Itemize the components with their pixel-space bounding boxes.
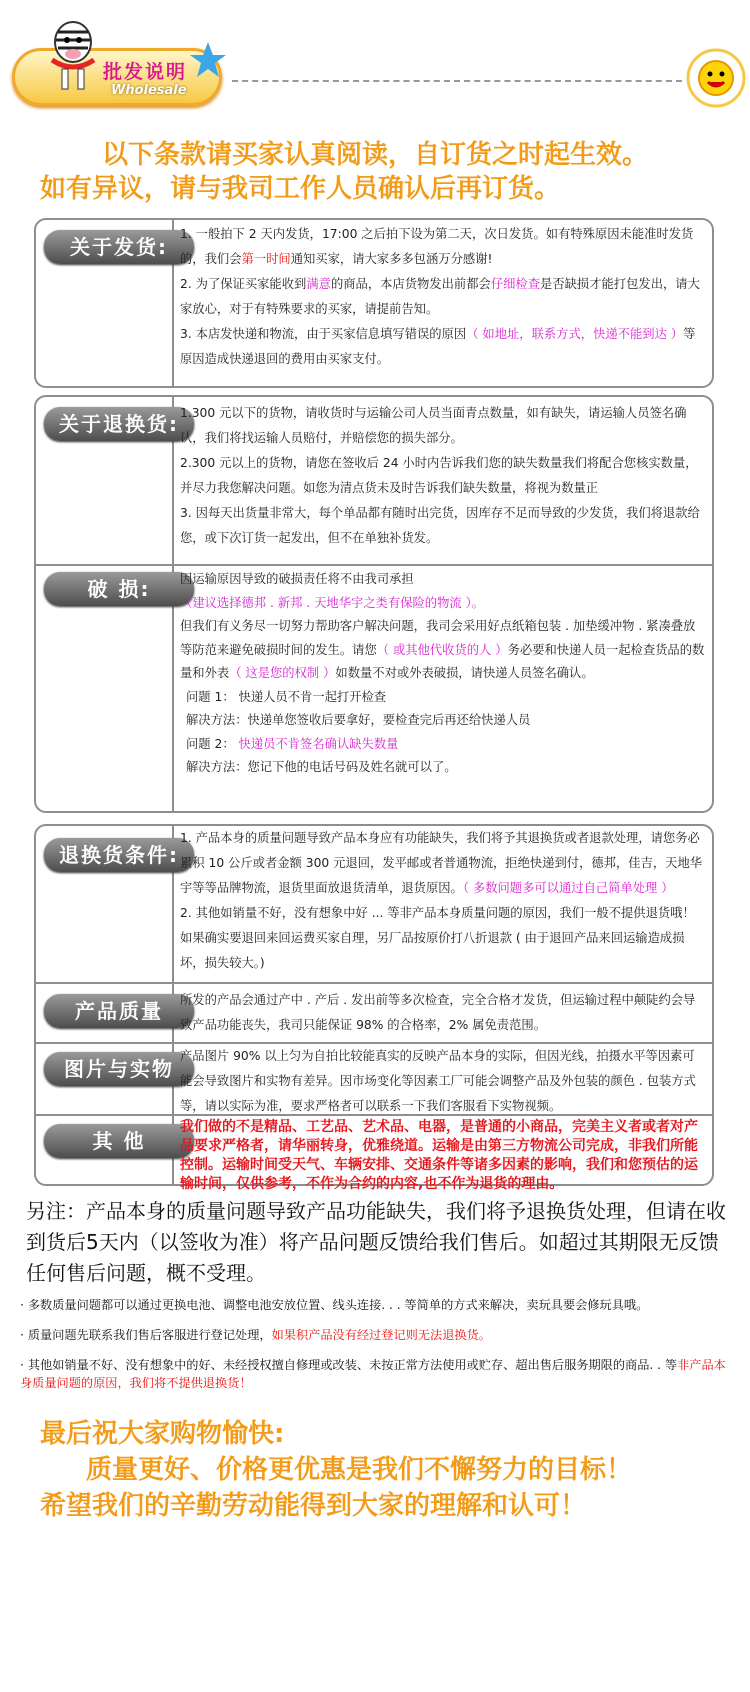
- bullet-item: · 其他如销量不好、没有想象中的好、未经授权擅自修理或改装、未按正常方法使用或贮存、超出售后服务期限的商品. . 等非产品本身质量问题的原因，我们将不提供退换货！: [20, 1358, 726, 1390]
- shipping-content: 1. 一般拍下 2 天内发货，17:00 之后拍下设为第二天，次日发货。如有特殊原因未能准时发货的，我们会第一时间通知买家，请大家多多包涵万分感谢! 2. 为了保证买家能收到满意的商品，本店货物发出前都会仔细检查是否缺损才能打包发出，请大家放心，对于有特殊要求的买家，请提前告知。 3. 本店发快递和物流，由于买家信息填写错误的原因（ 如地址，联系方式，快递不能到达 ）等原因造成快递退回的费用由买家支付。: [180, 227, 700, 366]
- closing-message: [40, 1416, 740, 1524]
- shipping-tag: 关于发货:: [44, 230, 194, 264]
- header-divider: [232, 80, 682, 82]
- zebra-mascot-icon: [38, 14, 108, 94]
- damage-row: [36, 564, 712, 814]
- other-tag: 其 他: [44, 1124, 194, 1158]
- header-subtitle: Wholesale: [111, 83, 187, 98]
- closing-line-3: 希望我们的辛勤劳动能得到大家的理解和认可！: [40, 1491, 587, 1521]
- returns-tag: 关于退换货:: [44, 407, 194, 441]
- intro-notice: [40, 138, 740, 206]
- returns-content: 1.300 元以下的货物，请收货时与运输公司人员当面青点数量，如有缺失，请运输人员签名确认，我们将找运输人员赔付，并赔偿您的损失部分。 2.300 元以上的货物，请您在签收后 24 小时内告诉我们您的缺失数量我们将配合您核实数量，并尽力我您解决问题。如您为清点货未及时告诉我们缺失数量，将视为数量正 3. 因每天出货量非常大，每个单品都有随时出完货，因库存不足而导致的少发货，我们将退款给您，或下次订货一起发出，但不在单独补货发。: [180, 406, 700, 545]
- damage-tag: 破 损:: [44, 572, 194, 606]
- condition-content: 1. 产品本身的质量问题导致产品本身应有功能缺失，我们将予其退换货或者退款处理，请您务必累积 10 公斤或者金额 300 元退回，发平邮或者普通物流，拒绝快递到付，德邦，佳吉，天地华宇等等品牌物流，退货里面放退货清单，退货原因。（ 多数问题多可以通过自己简单处理 ） 2. 其他如销量不好，没有想象中好 ... 等非产品本身质量问题的原因，我们一般不提供退货哦！如果确实要退回来回运费买家自理，另厂品按原价打八折退款 ( 由于退回产品来回运输造成损坏，损失较大。): [180, 831, 703, 970]
- other-row: [36, 1114, 712, 1192]
- header-title: 批发说明: [103, 61, 188, 83]
- closing-line-1: 最后祝大家购物愉快:: [40, 1419, 285, 1449]
- header-banner: [0, 0, 750, 130]
- shipping-section: [34, 218, 714, 388]
- other-content: 我们做的不是精品、工艺品、艺术品、电器，是普通的小商品，完美主义者或者对产品要求严格者，请华丽转身，优雅绕道。运输是由第三方物流公司完成，非我们所能控制。运输时间受天气、车辆安排、交通条件等诸多因素的影响，我们和您预估的运输时间，仅供参考，不作为合约的内容,也不作为退货的理由。: [180, 1119, 698, 1192]
- smiley-sun-icon: [686, 48, 746, 108]
- bullet-item: · 多数质量问题都可以通过更换电池、调整电池安放位置、线头连接. . . 等简单的方式来解决，卖玩具要会修玩具哦。: [20, 1298, 649, 1312]
- after-sales-note: 另注：产品本身的质量问题导致产品功能缺失，我们将予退换货处理，但请在收到货后5天内（以签收为准）将产品问题反馈给我们售后。如超过其期限无反馈任何售后问题，概不受理。: [26, 1199, 726, 1285]
- quality-tag: 产品质量: [44, 994, 194, 1028]
- bullet-item: · 质量问题先联系我们售后客服进行登记处理，如果积产品没有经过登记则无法退换货。: [20, 1328, 491, 1342]
- intro-line-1: 以下条款请买家认真阅读，自订货之时起生效。: [102, 140, 649, 170]
- intro-line-2: 如有异议，请与我司工作人员确认后再订货。: [40, 174, 561, 204]
- conditions-section: [34, 824, 714, 1192]
- photo-row: [36, 1042, 712, 1114]
- damage-content: 因运输原因导致的破损责任将不由我司承担 （建议选择德邦 . 新邦 . 天地华宇之类有保险的物流 ）。 但我们有义务尽一切努力帮助客户解决问题，我司会采用好点纸箱包装 . 加垫缓冲物 . 紧凑叠放等防范来避免破损时间的发生。请您（ 或其他代收货的人 ）务必要和快递人员一起检查货品的数量和外表（ 这是您的权制 ）如数量不对或外表破损，请快递人员签名确认。 问题 1： 快递人员不肯一起打开检查 解决方法：快递单您签收后要拿好，要检查完后再还给快递人员 问题 2： 快递员不肯签名确认缺失数量 解决方法：您记下他的电话号码及姓名就可以了。: [180, 572, 705, 774]
- quality-row: [36, 982, 712, 1042]
- returns-damage-section: [34, 395, 714, 813]
- closing-line-2: 质量更好、价格更优惠是我们不懈努力的目标！: [86, 1455, 633, 1485]
- quality-content: 所发的产品会通过产中 . 产后 . 发出前等多次检查，完全合格才发货，但运输过程中颠陡约会导致产品功能丧失，我司只能保证 98% 的合格率，2% 属免责范围。: [180, 993, 696, 1032]
- photo-content: 产品图片 90% 以上匀为自拍比较能真实的反映产品本身的实际，但因光线，拍摄水平等因素可能会导致图片和实物有差异。因市场变化等因素工厂可能会调整产品及外包装的颜色 . 包装方式等，请以实际为准，要求严格者可以联系一下我们客服看下实物视频。: [180, 1049, 696, 1113]
- photo-tag: 图片与实物: [44, 1052, 194, 1086]
- condition-row: [36, 826, 712, 982]
- star-icon: [188, 40, 228, 80]
- condition-tag: 退换货条件:: [44, 838, 194, 872]
